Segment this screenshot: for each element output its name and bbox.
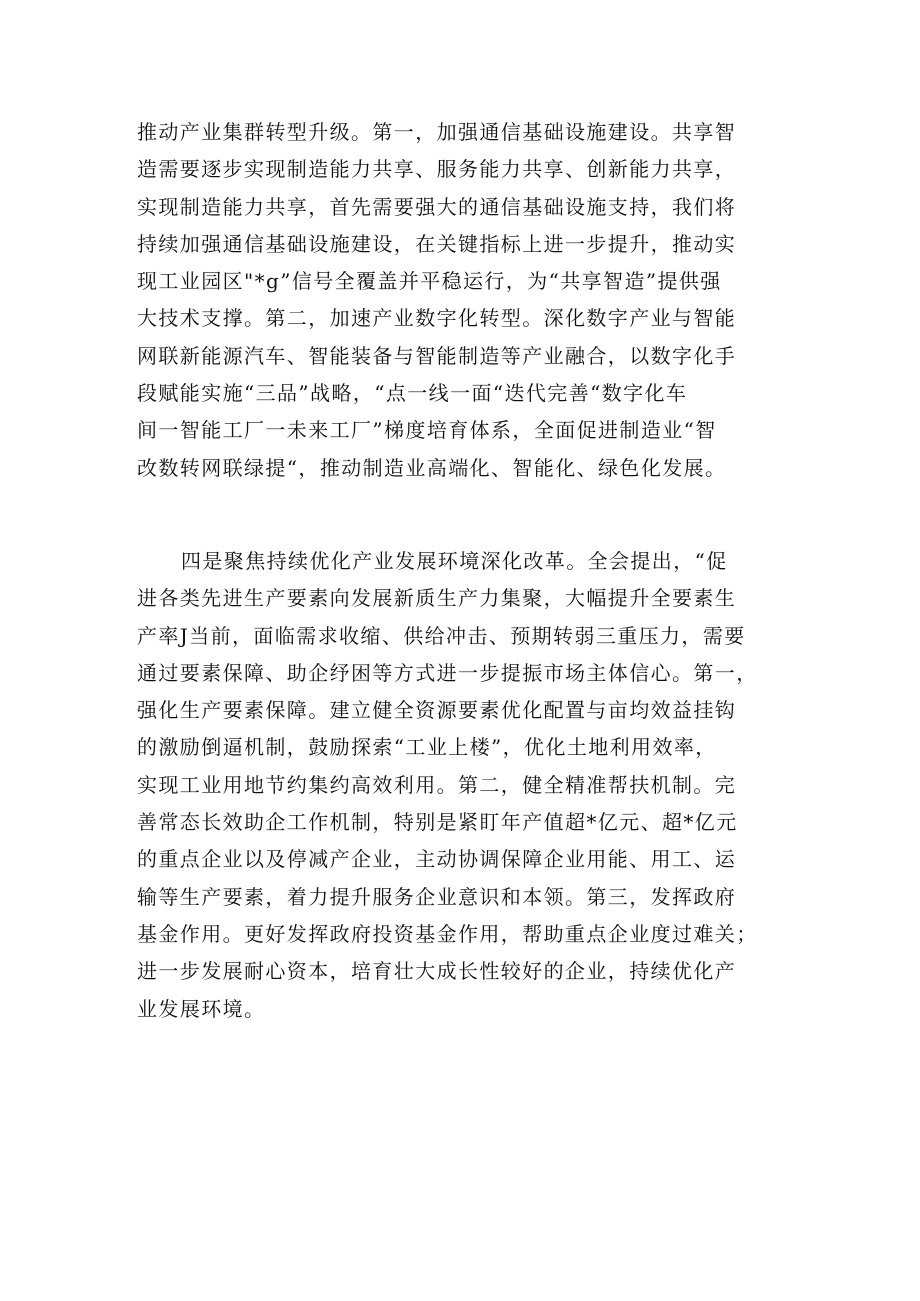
paragraph-1: [137, 114, 797, 487]
paragraph-line: 推动产业集群转型升级。第一，加强通信基础设施建设。共享智: [137, 120, 737, 144]
paragraph-line: 网联新能源汽车、智能装备与智能制造等产业融合，以数字化手: [137, 343, 737, 368]
paragraph-2: [137, 543, 797, 1028]
paragraph-line: 进一步发展耐心资本，培育壮大成长性较好的企业，持续优化产: [137, 959, 737, 984]
paragraph-line: 间一智能工厂一未来工厂”梯度培育体系，全面促进制造业“智: [137, 418, 717, 443]
paragraph-line: 进各类先进生产要素向发展新质生产力集聚，大幅提升全要素生: [137, 586, 737, 611]
paragraph-line: 实现制造能力共享，首先需要强大的通信基础设施支持，我们将: [137, 194, 737, 219]
paragraph-line: 持续加强通信基础设施建设，在关键指标上进一步提升，推动实: [137, 231, 737, 256]
paragraph-line: 强化生产要素保障。建立健全资源要素优化配置与亩均效益挂钩: [137, 698, 737, 723]
paragraph-line: 实现工业用地节约集约高效利用。第二，健全精准帮扶机制。完: [137, 772, 737, 797]
paragraph-line: 段赋能实施“三品”战略，“点一线一面“迭代完善“数字化车: [137, 381, 688, 406]
paragraph-line: 输等生产要素，着力提升服务企业意识和本领。第三，发挥政府: [137, 884, 737, 909]
paragraph-line: 基金作用。更好发挥政府投资基金作用，帮助重点企业度过难关；: [137, 921, 758, 946]
paragraph-line: 现工业园区"*g”信号全覆盖并平稳运行，为“共享智造”提供强: [137, 269, 722, 294]
paragraph-line: 改数转网联绿提“，推动制造业高端化、智能化、绿色化发展。: [137, 455, 727, 480]
paragraph-line: 的激励倒逼机制，鼓励探索“工业上楼”，优化土地利用效率，: [137, 735, 717, 760]
paragraph-line: 大技术支撑。第二，加速产业数字化转型。深化数字产业与智能: [137, 306, 737, 331]
paragraph-first-line: 四是聚焦持续优化产业发展环境深化改革。全会提出，“促: [181, 549, 728, 573]
paragraph-line: 的重点企业以及停减产企业，主动协调保障企业用能、用工、运: [137, 847, 737, 872]
paragraph-line: 通过要素保障、助企纾困等方式进一步提振市场主体信心。第一，: [137, 660, 758, 685]
paragraph-line: 产率J当前，面临需求收缩、供给冲击、预期转弱三重压力，需要: [137, 623, 746, 648]
paragraph-line: 造需要逐步实现制造能力共享、服务能力共享、创新能力共享，: [137, 157, 737, 182]
paragraph-line: 业发展环境。: [137, 996, 266, 1021]
paragraph-line: 善常态长效助企工作机制，特别是紧盯年产值超*亿元、超*亿元: [137, 810, 738, 835]
